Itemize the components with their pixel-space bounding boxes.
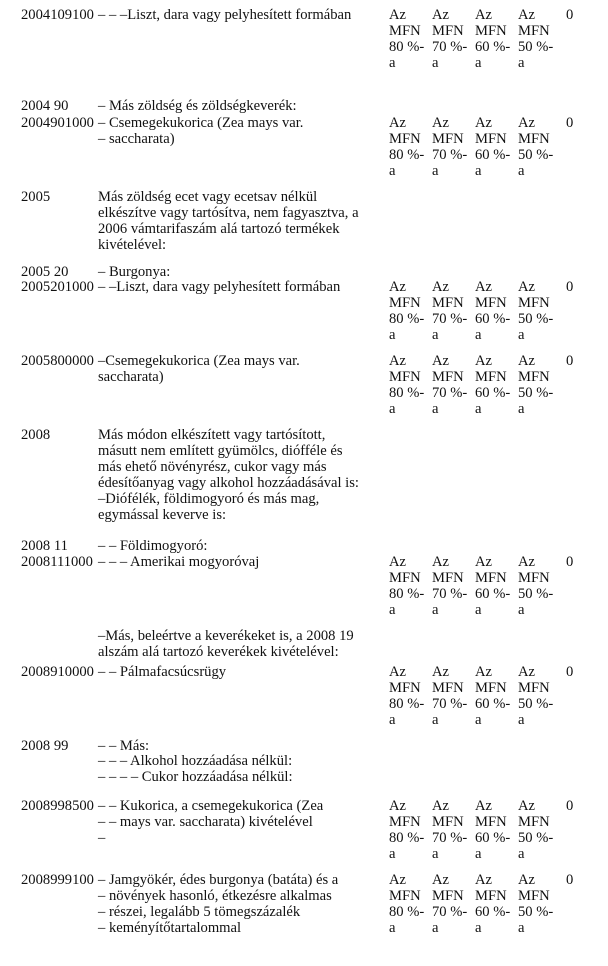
duty-rate-text: MFN (475, 814, 507, 830)
description-line: elkészítve vagy tartósítva, nem fagyasztva, a (98, 205, 359, 221)
duty-rate-text: a (389, 712, 396, 728)
duty-rate-text: MFN (475, 23, 507, 39)
tariff-description (98, 798, 390, 846)
duty-rate-text: MFN (432, 23, 464, 39)
description-line: – keményítőtartalommal (98, 920, 242, 936)
last-column-value: 0 (566, 872, 574, 888)
duty-rate-text: MFN (432, 680, 464, 696)
tariff-description (98, 189, 390, 253)
duty-rate-text: 70 %- (432, 39, 468, 55)
description-line: – saccharata) (98, 131, 175, 147)
duty-rate-text: 80 %- (389, 39, 425, 55)
duty-rate-text: Az (432, 798, 450, 814)
duty-rate-text: a (518, 846, 525, 862)
last-column-value: 0 (566, 554, 574, 570)
duty-rate-text: 60 %- (475, 147, 511, 163)
duty-rate-column (432, 872, 467, 936)
duty-rate-text: MFN (518, 131, 550, 147)
tariff-code: 2005 20 (21, 264, 69, 280)
description-line: – növények hasonló, étkezésre alkalmas (98, 888, 332, 904)
duty-rate-column (389, 279, 424, 343)
duty-rate-text: 50 %- (518, 385, 554, 401)
duty-rate-text: a (389, 846, 396, 862)
description-line: – – Más: (98, 738, 150, 754)
duty-rate-text: a (475, 712, 482, 728)
description-line: kivételével: (98, 237, 167, 253)
duty-rate-text: Az (432, 115, 450, 131)
duty-rate-text: 80 %- (389, 586, 425, 602)
duty-rate-column (475, 279, 510, 343)
tariff-code: 2005201000 (21, 279, 94, 295)
duty-rate-text: a (432, 920, 439, 936)
duty-rate-column (475, 115, 510, 179)
duty-rate-text: Az (518, 872, 536, 888)
duty-rate-text: Az (475, 554, 493, 570)
duty-rate-text: Az (475, 664, 493, 680)
duty-rate-text: 60 %- (475, 385, 511, 401)
duty-rate-text: MFN (389, 570, 421, 586)
duty-rate-text: 60 %- (475, 830, 511, 846)
tariff-code: 2008111000 (21, 554, 93, 570)
duty-rate-text: MFN (518, 369, 550, 385)
duty-rate-text: a (389, 401, 396, 417)
duty-rate-text: 60 %- (475, 904, 511, 920)
duty-rate-text: MFN (389, 369, 421, 385)
duty-rate-text: a (475, 602, 482, 618)
duty-rate-text: 80 %- (389, 904, 425, 920)
description-line: – Burgonya: (98, 264, 171, 280)
duty-rate-text: MFN (432, 570, 464, 586)
duty-rate-text: 60 %- (475, 311, 511, 327)
duty-rate-text: a (432, 712, 439, 728)
last-column-value: 0 (566, 664, 574, 680)
duty-rate-text: Az (518, 353, 536, 369)
description-line: – – mays var. saccharata) kivételével (98, 814, 313, 830)
duty-rate-text: 70 %- (432, 586, 468, 602)
duty-rate-text: 50 %- (518, 696, 554, 712)
duty-rate-text: Az (518, 279, 536, 295)
description-line: saccharata) (98, 369, 164, 385)
duty-rate-column (389, 664, 424, 728)
tariff-description (98, 538, 390, 554)
duty-rate-column (432, 353, 467, 417)
duty-rate-text: a (518, 712, 525, 728)
tariff-description (98, 554, 390, 570)
duty-rate-column (432, 798, 467, 862)
duty-rate-text: Az (432, 7, 450, 23)
tariff-code: 2008 (21, 427, 51, 443)
duty-rate-column (518, 798, 553, 862)
duty-rate-text: Az (518, 7, 536, 23)
description-line: – –Liszt, dara vagy pelyhesített formában (98, 279, 341, 295)
tariff-description (98, 872, 390, 936)
duty-rate-text: a (518, 602, 525, 618)
duty-rate-column (475, 554, 510, 618)
duty-rate-text: 50 %- (518, 147, 554, 163)
duty-rate-text: 70 %- (432, 147, 468, 163)
duty-rate-column (518, 664, 553, 728)
tariff-code: 2008910000 (21, 664, 94, 680)
duty-rate-text: 60 %- (475, 39, 511, 55)
duty-rate-text: a (475, 55, 482, 71)
duty-rate-text: Az (389, 664, 407, 680)
duty-rate-text: MFN (389, 680, 421, 696)
duty-rate-column (475, 7, 510, 71)
description-line: – (98, 830, 106, 846)
duty-rate-text: Az (475, 353, 493, 369)
duty-rate-text: a (432, 846, 439, 862)
duty-rate-text: MFN (389, 888, 421, 904)
duty-rate-text: a (389, 55, 396, 71)
duty-rate-text: Az (475, 798, 493, 814)
description-line: 2006 vámtarifaszám alá tartozó termékek (98, 221, 340, 237)
description-line: Más zöldség ecet vagy ecetsav nélkül (98, 189, 318, 205)
duty-rate-text: 70 %- (432, 385, 468, 401)
duty-rate-column (475, 872, 510, 936)
tariff-description (98, 279, 390, 295)
description-line: – Csemegekukorica (Zea mays var. (98, 115, 304, 131)
description-line: – – Pálmafacsúcsrügy (98, 664, 227, 680)
duty-rate-text: a (518, 327, 525, 343)
duty-rate-column (475, 664, 510, 728)
last-column-value: 0 (566, 279, 574, 295)
last-column-value: 0 (566, 7, 574, 23)
duty-rate-text: 50 %- (518, 830, 554, 846)
duty-rate-text: MFN (432, 131, 464, 147)
duty-rate-text: Az (475, 872, 493, 888)
duty-rate-text: a (475, 920, 482, 936)
duty-rate-text: a (389, 327, 396, 343)
duty-rate-text: 50 %- (518, 586, 554, 602)
description-line: – – Kukorica, a csemegekukorica (Zea (98, 798, 324, 814)
tariff-code: 2008 99 (21, 738, 69, 754)
tariff-description (98, 7, 390, 23)
duty-rate-column (518, 554, 553, 618)
duty-rate-column (432, 664, 467, 728)
description-line: egymással keverve is: (98, 507, 227, 523)
duty-rate-text: a (389, 602, 396, 618)
duty-rate-text: Az (475, 115, 493, 131)
duty-rate-column (518, 7, 553, 71)
description-line: Más módon elkészített vagy tartósított, (98, 427, 326, 443)
duty-rate-text: 50 %- (518, 311, 554, 327)
duty-rate-text: Az (389, 353, 407, 369)
duty-rate-text: 60 %- (475, 586, 511, 602)
description-line: édesítőanyag vagy alkohol hozzáadásával is: (98, 475, 359, 491)
duty-rate-text: MFN (389, 814, 421, 830)
duty-rate-text: MFN (389, 23, 421, 39)
duty-rate-text: MFN (518, 680, 550, 696)
duty-rate-text: a (389, 920, 396, 936)
duty-rate-text: MFN (518, 888, 550, 904)
duty-rate-text: a (518, 163, 525, 179)
tariff-description (98, 664, 390, 680)
duty-rate-text: a (389, 163, 396, 179)
tariff-description (98, 628, 390, 660)
duty-rate-text: MFN (432, 369, 464, 385)
description-line: –Más, beleértve a keverékeket is, a 2008 19 (98, 628, 354, 644)
duty-rate-text: a (518, 401, 525, 417)
description-line: másutt nem említett gyümölcs, diófféle és (98, 443, 343, 459)
duty-rate-text: MFN (475, 369, 507, 385)
duty-rate-text: Az (389, 115, 407, 131)
duty-rate-text: a (432, 55, 439, 71)
duty-rate-text: 70 %- (432, 311, 468, 327)
duty-rate-text: Az (518, 798, 536, 814)
tariff-code: 2008999100 (21, 872, 94, 888)
duty-rate-text: MFN (518, 23, 550, 39)
duty-rate-text: 80 %- (389, 147, 425, 163)
duty-rate-text: Az (518, 115, 536, 131)
tariff-code: 2005 (21, 189, 51, 205)
duty-rate-text: MFN (389, 295, 421, 311)
duty-rate-column (432, 554, 467, 618)
duty-rate-text: 70 %- (432, 696, 468, 712)
duty-rate-column (432, 7, 467, 71)
duty-rate-text: MFN (475, 680, 507, 696)
duty-rate-column (475, 798, 510, 862)
tariff-description (98, 115, 390, 147)
duty-rate-text: Az (389, 554, 407, 570)
tariff-description (98, 753, 390, 785)
duty-rate-text: a (518, 920, 525, 936)
duty-rate-text: 50 %- (518, 39, 554, 55)
description-line: – – –Liszt, dara vagy pelyhesített formában (98, 7, 352, 23)
duty-rate-text: 80 %- (389, 311, 425, 327)
duty-rate-column (432, 115, 467, 179)
duty-rate-text: MFN (518, 570, 550, 586)
duty-rate-text: a (475, 401, 482, 417)
duty-rate-text: a (432, 327, 439, 343)
duty-rate-text: MFN (518, 295, 550, 311)
description-line: alszám alá tartozó keverékek kivételével: (98, 644, 339, 660)
duty-rate-text: MFN (475, 295, 507, 311)
duty-rate-text: a (475, 163, 482, 179)
duty-rate-text: Az (432, 554, 450, 570)
duty-rate-text: a (432, 163, 439, 179)
description-line: – – – Amerikai mogyoróvaj (98, 554, 260, 570)
duty-rate-text: 70 %- (432, 904, 468, 920)
duty-rate-text: 80 %- (389, 696, 425, 712)
tariff-code: 2008998500 (21, 798, 94, 814)
description-line: más ehető növényrész, cukor vagy más (98, 459, 327, 475)
description-line: – Jamgyökér, édes burgonya (batáta) és a (98, 872, 339, 888)
duty-rate-text: Az (432, 872, 450, 888)
duty-rate-column (389, 7, 424, 71)
duty-rate-column (389, 554, 424, 618)
description-line: –Csemegekukorica (Zea mays var. (98, 353, 300, 369)
duty-rate-text: MFN (475, 131, 507, 147)
duty-rate-text: Az (389, 7, 407, 23)
duty-rate-column (518, 115, 553, 179)
duty-rate-text: MFN (432, 888, 464, 904)
tariff-code: 2004 90 (21, 98, 69, 114)
duty-rate-text: MFN (475, 570, 507, 586)
description-line: – – Földimogyoró: (98, 538, 208, 554)
tariff-code: 2005800000 (21, 353, 94, 369)
duty-rate-text: Az (475, 279, 493, 295)
description-line: –Diófélék, földimogyoró és más mag, (98, 491, 320, 507)
tariff-description (98, 353, 390, 385)
duty-rate-text: Az (475, 7, 493, 23)
duty-rate-column (518, 279, 553, 343)
tariff-description (98, 264, 390, 280)
duty-rate-text: 80 %- (389, 830, 425, 846)
duty-rate-text: Az (432, 353, 450, 369)
duty-rate-text: 60 %- (475, 696, 511, 712)
duty-rate-text: a (475, 846, 482, 862)
description-line: – – – Alkohol hozzáadása nélkül: (98, 753, 293, 769)
description-line: – Más zöldség és zöldségkeverék: (98, 98, 297, 114)
duty-rate-text: Az (389, 798, 407, 814)
duty-rate-text: Az (518, 664, 536, 680)
duty-rate-text: 50 %- (518, 904, 554, 920)
tariff-code: 2008 11 (21, 538, 68, 554)
duty-rate-column (389, 872, 424, 936)
tariff-description (98, 738, 390, 754)
duty-rate-text: Az (389, 872, 407, 888)
duty-rate-text: a (518, 55, 525, 71)
description-line: – részei, legalább 5 tömegszázalék (98, 904, 301, 920)
tariff-code: 2004901000 (21, 115, 94, 131)
duty-rate-column (475, 353, 510, 417)
duty-rate-text: Az (432, 279, 450, 295)
duty-rate-text: MFN (518, 814, 550, 830)
duty-rate-text: MFN (432, 295, 464, 311)
duty-rate-text: 70 %- (432, 830, 468, 846)
last-column-value: 0 (566, 115, 574, 131)
duty-rate-text: 80 %- (389, 385, 425, 401)
duty-rate-text: MFN (389, 131, 421, 147)
description-line: – – – – Cukor hozzáadása nélkül: (98, 769, 293, 785)
last-column-value: 0 (566, 798, 574, 814)
duty-rate-column (518, 872, 553, 936)
duty-rate-column (389, 353, 424, 417)
duty-rate-text: Az (432, 664, 450, 680)
duty-rate-column (389, 798, 424, 862)
last-column-value: 0 (566, 353, 574, 369)
duty-rate-text: Az (518, 554, 536, 570)
duty-rate-column (518, 353, 553, 417)
duty-rate-column (389, 115, 424, 179)
duty-rate-column (432, 279, 467, 343)
duty-rate-text: a (432, 602, 439, 618)
duty-rate-text: MFN (475, 888, 507, 904)
duty-rate-text: a (432, 401, 439, 417)
duty-rate-text: MFN (432, 814, 464, 830)
tariff-description (98, 427, 390, 523)
duty-rate-text: Az (389, 279, 407, 295)
tariff-description (98, 98, 390, 114)
duty-rate-text: a (475, 327, 482, 343)
tariff-code: 2004109100 (21, 7, 94, 23)
